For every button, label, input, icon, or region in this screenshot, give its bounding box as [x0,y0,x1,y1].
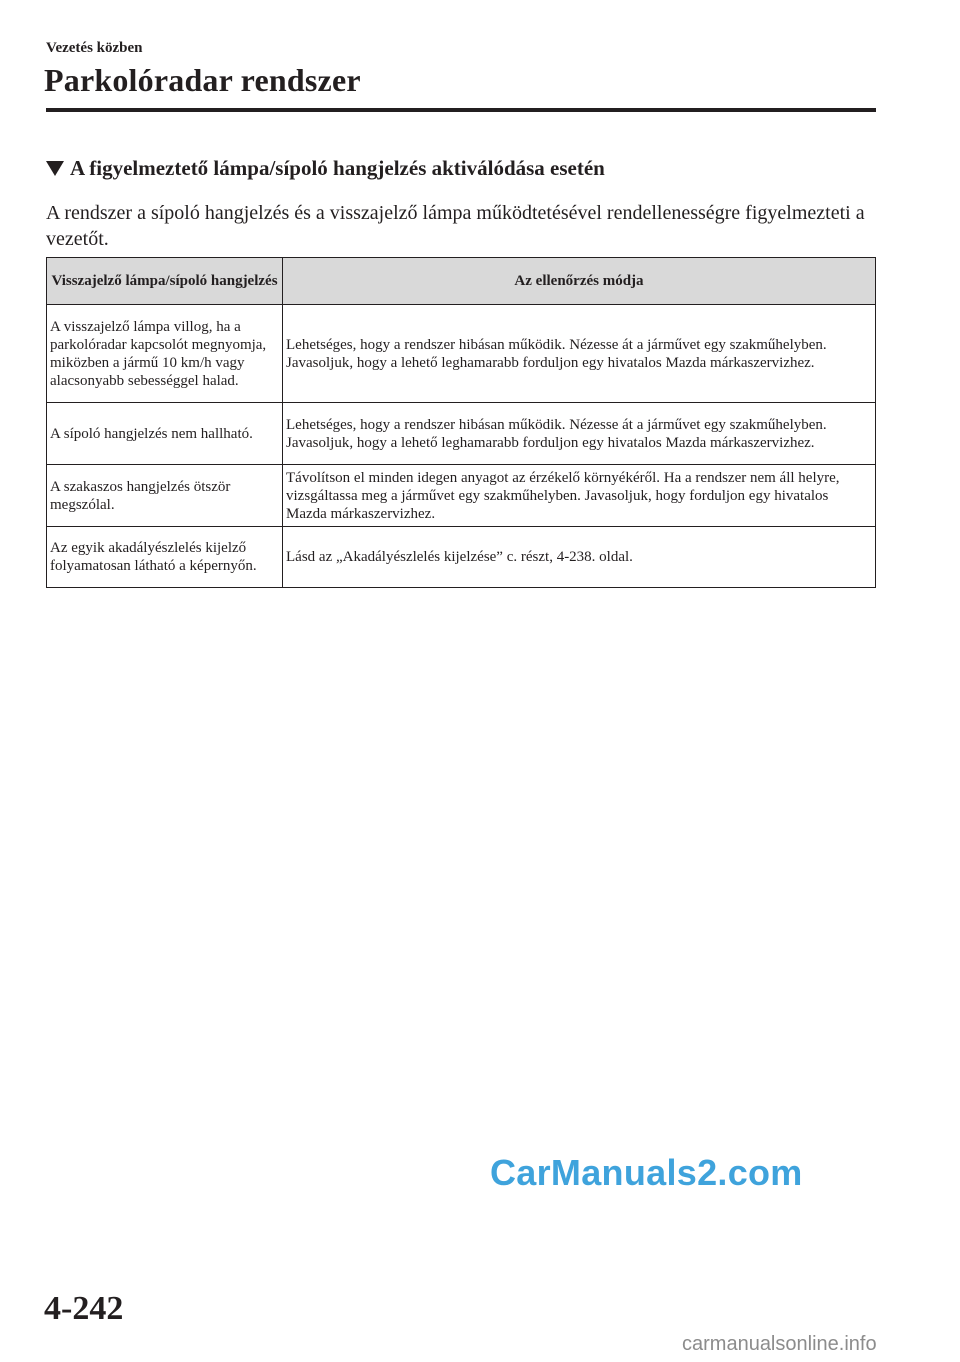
table-row [47,465,876,527]
subheading [46,156,605,181]
condition-cell: A sípoló hangjelzés nem hallható. [47,403,283,465]
table-row [47,403,876,465]
table-header-condition: Visszajelző lámpa/sípoló hangjelzés [47,258,283,305]
condition-cell: A visszajelző lámpa villog, ha a parkolóradar kapcsolót megnyomja, miközben a jármű 10 km/h vagy alacsonyabb sebességgel halad. [47,305,283,403]
page-title: Parkolóradar rendszer [44,62,361,98]
table-row [47,527,876,588]
table-row [47,305,876,403]
intro-paragraph: A rendszer a sípoló hangjelzés és a visszajelző lámpa működtetésével rendellenességre figyelmezteti a vezetőt. [46,202,865,250]
action-cell: Lásd az „Akadályészlelés kijelzése” c. részt, 4-238. oldal. [283,527,876,588]
triangle-down-icon [46,161,64,176]
table-header-action: Az ellenőrzés módja [283,258,876,305]
condition-cell: Az egyik akadályészlelés kijelző folyamatosan látható a képernyőn. [47,527,283,588]
condition-cell: A szakaszos hangjelzés ötször megszólal. [47,465,283,527]
table-header-row [47,258,876,305]
footer-site-watermark: carmanualsonline.info [682,1333,877,1355]
watermark-logo: CarManuals2.com [490,1152,803,1193]
action-cell: Lehetséges, hogy a rendszer hibásan működik. Nézesse át a járművet egy szakműhelyben. Javasoljuk, hogy a lehető leghamarabb forduljon egy hivatalos Mazda márkaszervizhez. [283,403,876,465]
page-number: 4-242 [44,1290,124,1327]
title-rule [46,108,876,112]
action-cell: Lehetséges, hogy a rendszer hibásan működik. Nézesse át a járművet egy szakműhelyben. Javasoljuk, hogy a lehető leghamarabb forduljon egy hivatalos Mazda márkaszervizhez. [283,305,876,403]
section-label: Vezetés közben [46,40,143,56]
warning-table [46,257,876,588]
action-cell: Távolítson el minden idegen anyagot az érzékelő környékéről. Ha a rendszer nem áll helyre, vizsgáltassa meg a járművet egy szakműhelyben. Javasoljuk, hogy forduljon egy hivatalos Mazda márkaszervizhez. [283,465,876,527]
subheading-text: A figyelmeztető lámpa/sípoló hangjelzés aktiválódása esetén [70,156,605,180]
